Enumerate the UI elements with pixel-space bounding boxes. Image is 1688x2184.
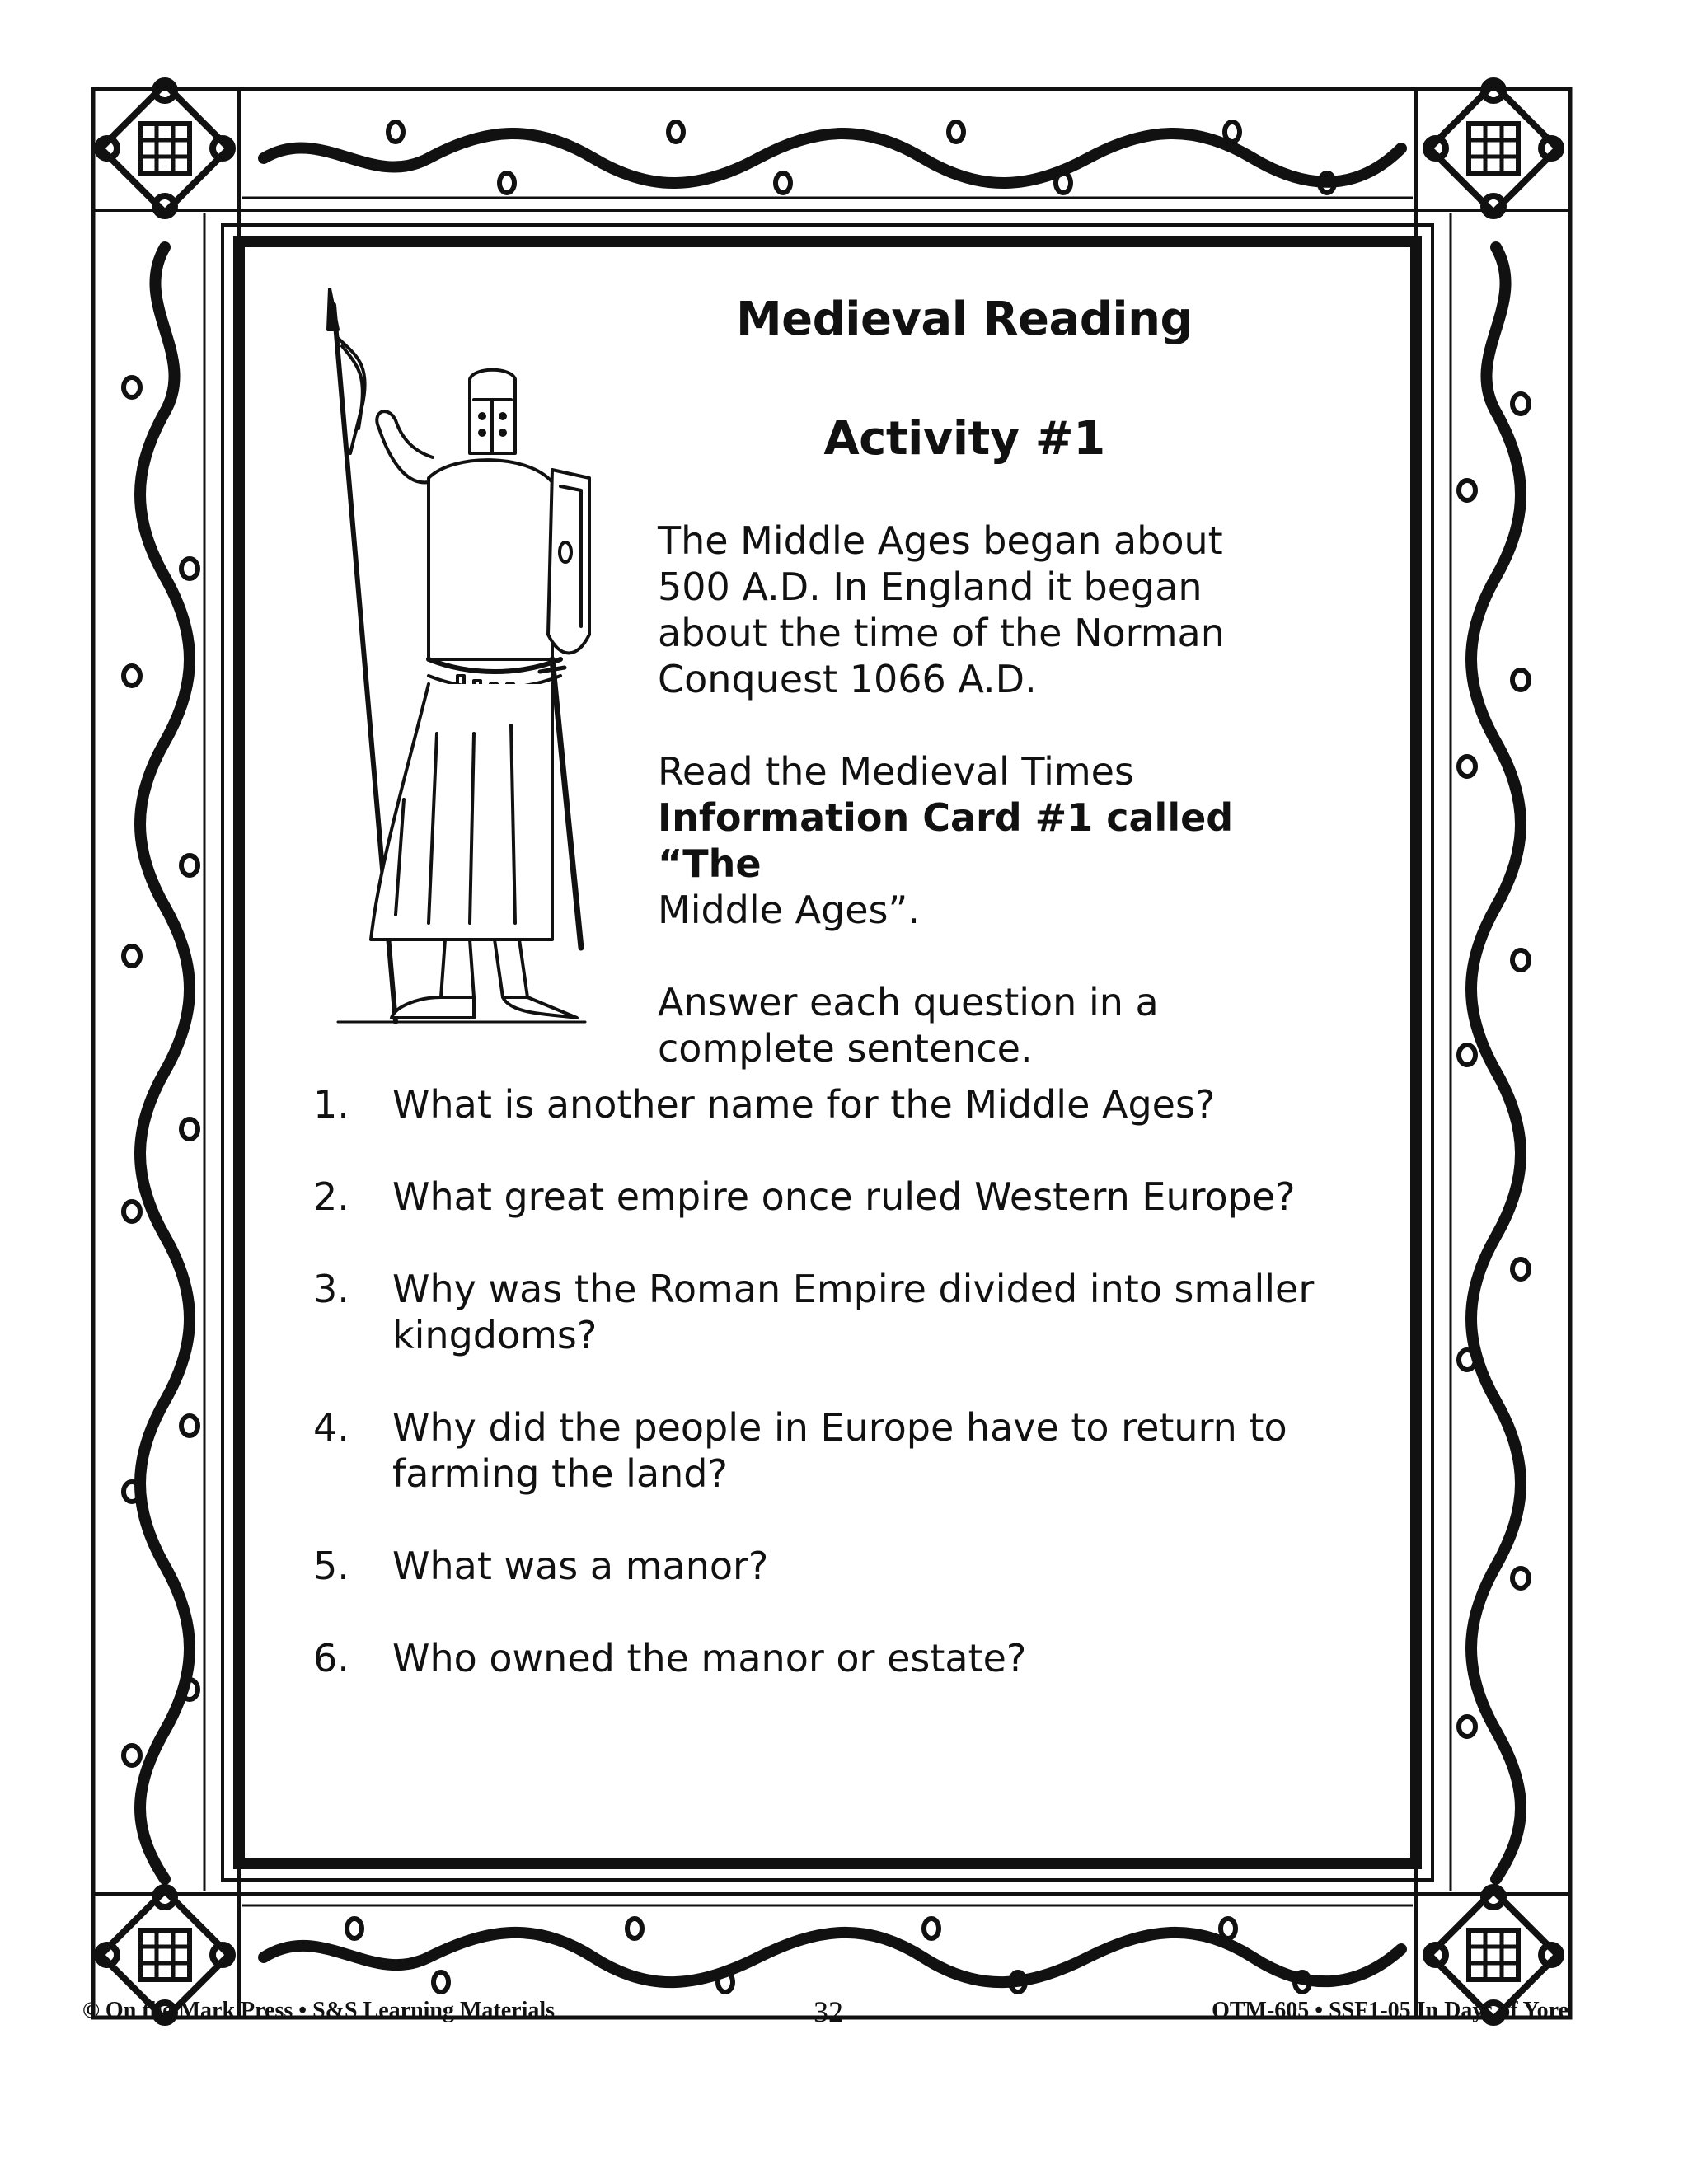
question-item bbox=[313, 1543, 1327, 1589]
intro-line: Conquest 1066 A.D. bbox=[658, 657, 1037, 701]
question-item bbox=[313, 1174, 1327, 1220]
question-number: 2. bbox=[313, 1174, 349, 1219]
question-text: What was a manor? bbox=[392, 1544, 769, 1588]
question-list bbox=[313, 1081, 1327, 1727]
intro-paragraph-2 bbox=[658, 748, 1317, 933]
knight-icon bbox=[305, 288, 602, 1030]
question-text: Why did the people in Europe have to return to farming the land? bbox=[392, 1405, 1287, 1496]
intro-text bbox=[658, 518, 1317, 1118]
intro-line: Middle Ages”. bbox=[658, 888, 920, 932]
intro-line: The Middle Ages began about bbox=[658, 518, 1223, 563]
intro-line: about the time of the Norman bbox=[658, 611, 1225, 655]
question-item bbox=[313, 1266, 1327, 1358]
question-text: What is another name for the Middle Ages? bbox=[392, 1082, 1216, 1127]
intro-paragraph-3 bbox=[658, 979, 1317, 1071]
question-text: Why was the Roman Empire divided into smaller kingdoms? bbox=[392, 1267, 1315, 1357]
intro-paragraph-1 bbox=[658, 518, 1317, 702]
info-card-reference: Information Card #1 called “The bbox=[658, 795, 1234, 886]
question-item bbox=[313, 1081, 1327, 1127]
question-text: Who owned the manor or estate? bbox=[392, 1636, 1027, 1680]
question-number: 1. bbox=[313, 1082, 349, 1127]
page-number: 32 bbox=[814, 1995, 843, 2028]
question-item bbox=[313, 1635, 1327, 1681]
intro-line: 500 A.D. In England it began bbox=[658, 565, 1203, 609]
intro-line: complete sentence. bbox=[658, 1026, 1033, 1071]
activity-subtitle: Activity #1 bbox=[823, 412, 1105, 466]
question-number: 4. bbox=[313, 1405, 349, 1450]
intro-line: Read the Medieval Times bbox=[658, 749, 1134, 794]
question-number: 3. bbox=[313, 1267, 349, 1311]
intro-line: Answer each question in a bbox=[658, 980, 1159, 1024]
question-item bbox=[313, 1404, 1327, 1497]
footer-publisher: © On the Mark Press • S&S Learning Materials bbox=[82, 1998, 556, 2023]
question-text: What great empire once ruled Western Europe? bbox=[392, 1174, 1296, 1219]
question-number: 6. bbox=[313, 1636, 349, 1680]
page-title: Medieval Reading bbox=[735, 293, 1193, 346]
footer-book-code: OTM-605 • SSF1-05 In Days of Yore bbox=[1212, 1998, 1568, 2023]
question-number: 5. bbox=[313, 1544, 349, 1588]
